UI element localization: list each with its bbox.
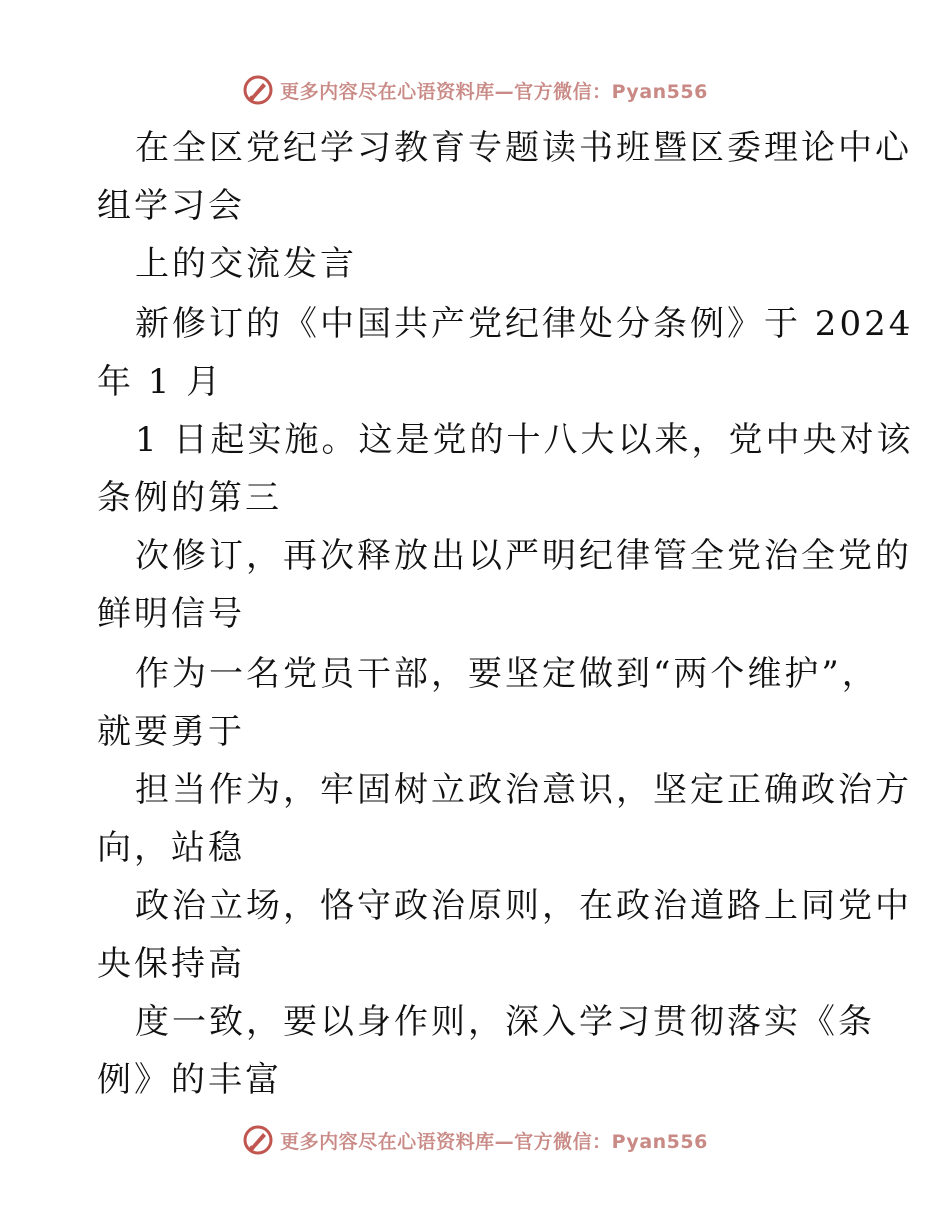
header-banner-text: 更多内容尽在心语资料库—官方微信：Pyan556 xyxy=(280,80,708,103)
text-line: 政治立场，恪守政治原则，在政治道路上同党中 xyxy=(135,886,912,926)
text-line: 例》的丰富 xyxy=(97,1060,282,1100)
text-line: 度一致，要以身作则，深入学习贯彻落实《条 xyxy=(135,1002,875,1042)
brush-logo-icon xyxy=(242,74,274,106)
text-line: 组学习会 xyxy=(97,186,245,226)
text-line: 央保持高 xyxy=(97,944,245,984)
brush-logo-icon xyxy=(242,1124,274,1156)
text-line: 鲜明信号 xyxy=(97,594,245,634)
text-line: 次修订，再次释放出以严明纪律管全党治全党的 xyxy=(135,536,912,576)
text-line: 新修订的《中国共产党纪律处分条例》于 2024 xyxy=(135,304,914,344)
text-line: 年 1 月 xyxy=(97,362,224,402)
text-line: 就要勇于 xyxy=(97,712,245,752)
text-line: 1 日起实施。这是党的十八大以来，党中央对该 xyxy=(135,420,914,460)
text-line: 向，站稳 xyxy=(97,828,245,868)
text-line: 条例的第三 xyxy=(97,478,282,518)
text-line: 担当作为，牢固树立政治意识，坚定正确政治方 xyxy=(135,770,912,810)
footer-banner-text: 更多内容尽在心语资料库—官方微信：Pyan556 xyxy=(280,1130,708,1153)
text-line: 在全区党纪学习教育专题读书班暨区委理论中心 xyxy=(135,128,912,168)
header-banner xyxy=(0,70,950,110)
text-line: 作为一名党员干部，要坚定做到“两个维护”， xyxy=(135,654,879,694)
text-line: 上的交流发言 xyxy=(135,244,357,284)
footer-banner xyxy=(0,1120,950,1160)
